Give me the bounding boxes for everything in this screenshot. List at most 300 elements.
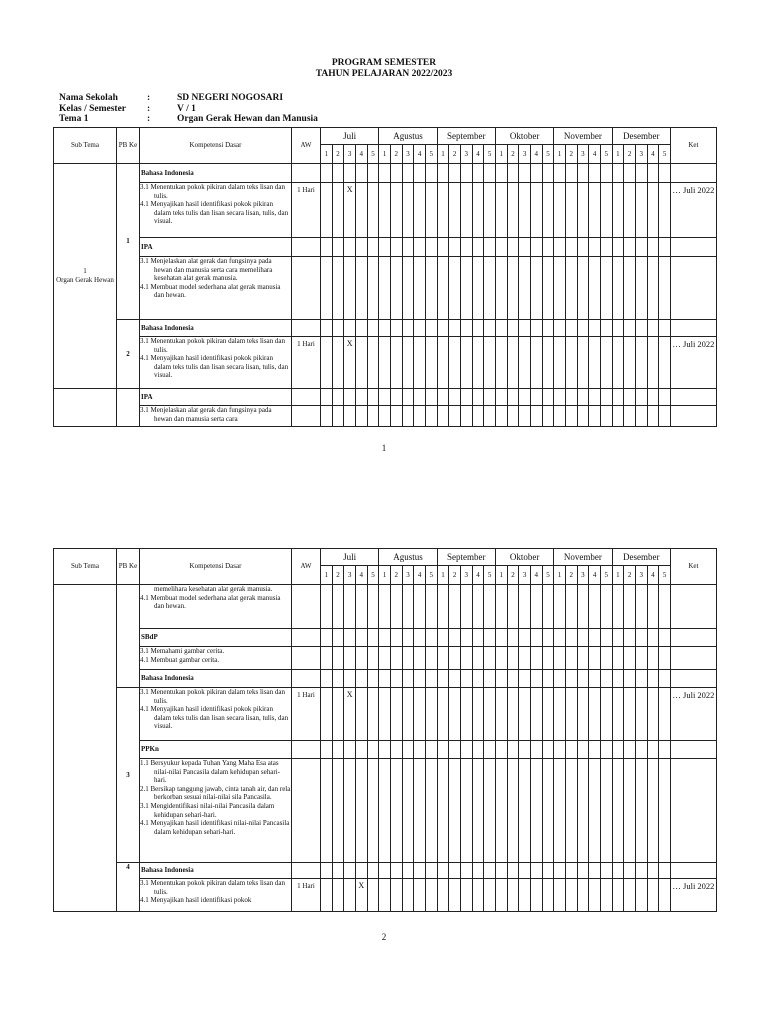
week-cell: [589, 337, 601, 389]
week-cell: [379, 759, 391, 863]
week-cell: [565, 863, 577, 879]
info-value: SD NEGERI NOGOSARI: [177, 93, 284, 103]
subject-label: IPA: [140, 389, 292, 406]
week-cell-marked: X: [344, 688, 356, 741]
week-cell: [635, 257, 647, 320]
week-cell: [647, 863, 659, 879]
week-cell: [355, 257, 367, 320]
week-cell: [530, 389, 542, 406]
week-cell: [332, 257, 344, 320]
week-cell: [519, 257, 531, 320]
week-cell: [437, 629, 449, 647]
week-cell: [414, 647, 426, 670]
week-cell: [414, 183, 426, 238]
header-week: 5: [542, 566, 554, 585]
week-cell: [414, 257, 426, 320]
week-cell: [659, 759, 671, 863]
week-cell: [367, 741, 379, 759]
week-cell: [507, 183, 519, 238]
week-cell: [367, 337, 379, 389]
week-cell: [542, 238, 554, 257]
week-cell: [542, 629, 554, 647]
header-week: 4: [530, 566, 542, 585]
week-cell: [589, 629, 601, 647]
week-cell: [332, 406, 344, 427]
week-cell: [554, 238, 566, 257]
week-cell: [379, 389, 391, 406]
kd-item: 4.1 Membuat model sederhana alat gerak manusia dan hewan.: [140, 593, 281, 611]
week-cell: [414, 389, 426, 406]
header-week: 3: [577, 145, 589, 164]
week-cell: [624, 389, 636, 406]
week-cell: [577, 183, 589, 238]
week-cell: [542, 688, 554, 741]
week-cell: [484, 647, 496, 670]
kd-cell: [140, 183, 292, 238]
aw-cell: [292, 647, 321, 670]
week-cell: [437, 406, 449, 427]
header-week: 3: [519, 566, 531, 585]
week-cell: [390, 389, 402, 406]
week-cell: [635, 164, 647, 183]
week-cell: [589, 257, 601, 320]
week-cell: [507, 759, 519, 863]
week-cell: [402, 759, 414, 863]
week-cell: [332, 164, 344, 183]
week-cell: [495, 688, 507, 741]
week-cell: [624, 647, 636, 670]
week-cell: [332, 759, 344, 863]
header-week: 3: [402, 566, 414, 585]
subject-label: IPA: [140, 238, 292, 257]
week-cell: [612, 389, 624, 406]
week-cell: [402, 183, 414, 238]
header-week: 4: [530, 145, 542, 164]
week-cell: [390, 629, 402, 647]
week-cell: [472, 257, 484, 320]
header-month: Oktober: [495, 128, 553, 145]
aw-cell: [292, 238, 321, 257]
week-cell: [600, 688, 612, 741]
week-cell: [425, 238, 437, 257]
week-cell: [507, 164, 519, 183]
week-cell: [495, 759, 507, 863]
week-cell: [379, 337, 391, 389]
week-cell: [484, 879, 496, 912]
week-cell: [612, 759, 624, 863]
week-cell: [449, 164, 461, 183]
school-info: [59, 93, 318, 125]
week-cell: [624, 257, 636, 320]
week-cell: [460, 585, 472, 629]
week-cell: [449, 337, 461, 389]
header-week: 1: [379, 145, 391, 164]
header-week: 5: [600, 566, 612, 585]
week-cell: [344, 164, 356, 183]
ket-cell: [670, 257, 716, 320]
week-cell: [600, 879, 612, 912]
header-week: 2: [624, 145, 636, 164]
week-cell: [624, 238, 636, 257]
week-cell: [519, 670, 531, 688]
week-cell: [414, 759, 426, 863]
week-cell: [344, 670, 356, 688]
page-number: 1: [381, 443, 387, 453]
header-week: 4: [355, 566, 367, 585]
pb-cell: 4: [117, 863, 140, 912]
week-cell: [519, 238, 531, 257]
week-cell: [332, 863, 344, 879]
header-week: 5: [600, 145, 612, 164]
week-cell: [530, 629, 542, 647]
kd-cell: [140, 879, 292, 912]
week-cell: [612, 183, 624, 238]
week-cell: [495, 257, 507, 320]
week-cell: [472, 585, 484, 629]
week-cell: [554, 257, 566, 320]
ket-cell: [670, 647, 716, 670]
week-cell: [321, 688, 333, 741]
week-cell: [507, 238, 519, 257]
week-cell: [437, 741, 449, 759]
week-cell: [484, 629, 496, 647]
week-cell: [390, 647, 402, 670]
week-cell: [659, 257, 671, 320]
page-number: 2: [381, 932, 387, 942]
aw-cell: [292, 406, 321, 427]
week-cell: [530, 183, 542, 238]
week-cell: [402, 688, 414, 741]
week-cell: [355, 183, 367, 238]
week-cell: [449, 629, 461, 647]
week-cell: [414, 337, 426, 389]
header-kompetensi-dasar: Kompetensi Dasar: [140, 549, 292, 585]
week-cell: [321, 741, 333, 759]
header-month: Desember: [612, 128, 670, 145]
week-cell: [472, 688, 484, 741]
week-cell: [437, 389, 449, 406]
aw-cell: [292, 741, 321, 759]
week-cell: [577, 585, 589, 629]
header-week: 1: [379, 566, 391, 585]
header-week: 3: [460, 566, 472, 585]
header-month: Agustus: [379, 549, 437, 566]
week-cell: [530, 879, 542, 912]
week-cell: [414, 688, 426, 741]
week-cell: [379, 879, 391, 912]
week-cell: [659, 879, 671, 912]
week-cell: [321, 406, 333, 427]
header-week: 1: [495, 145, 507, 164]
week-cell-marked: X: [355, 879, 367, 912]
week-cell: [355, 238, 367, 257]
header-week: 1: [612, 566, 624, 585]
week-cell: [321, 879, 333, 912]
week-cell: [565, 257, 577, 320]
aw-cell: 1 Hari: [292, 688, 321, 741]
info-label: Nama Sekolah: [59, 93, 118, 103]
week-cell: [659, 406, 671, 427]
week-cell: [635, 741, 647, 759]
week-cell: [507, 879, 519, 912]
week-cell: [542, 879, 554, 912]
week-cell: [449, 585, 461, 629]
week-cell: [600, 759, 612, 863]
sub-tema-cell: [54, 164, 117, 389]
week-cell: [484, 863, 496, 879]
header-week: 2: [449, 145, 461, 164]
info-label: Kelas / Semester: [59, 103, 127, 114]
week-cell: [484, 670, 496, 688]
header-week: 4: [414, 145, 426, 164]
week-cell: [589, 238, 601, 257]
week-cell: [554, 688, 566, 741]
pb-cell: [117, 389, 140, 427]
week-cell: [635, 863, 647, 879]
week-cell: [437, 670, 449, 688]
ket-cell: [670, 741, 716, 759]
subject-label: PPKn: [140, 741, 292, 759]
week-cell: [565, 879, 577, 912]
week-cell: [355, 759, 367, 863]
week-cell: [390, 688, 402, 741]
week-cell: [367, 406, 379, 427]
kd-item: 4.1 Menyajikan hasil identifikasi pokok pikiran dalam teks tulis dan lisan secara lisan, tulis, dan visual.: [140, 354, 289, 380]
week-cell: [624, 670, 636, 688]
week-cell: [612, 863, 624, 879]
week-cell: [390, 257, 402, 320]
week-cell: [530, 647, 542, 670]
week-cell: [577, 741, 589, 759]
subject-label: Bahasa Indonesia: [140, 670, 292, 688]
week-cell: [577, 629, 589, 647]
week-cell: [425, 863, 437, 879]
week-cell: [449, 863, 461, 879]
week-cell: [379, 629, 391, 647]
header-week: 1: [437, 566, 449, 585]
week-cell: [612, 257, 624, 320]
week-cell: [577, 759, 589, 863]
kd-cell: [140, 647, 292, 670]
header-week: 5: [542, 145, 554, 164]
week-cell: [647, 238, 659, 257]
week-cell: [635, 337, 647, 389]
info-row-school: [59, 93, 318, 104]
week-cell: [495, 670, 507, 688]
week-cell: [600, 337, 612, 389]
ket-cell: … Juli 2022: [670, 337, 716, 389]
week-cell: [367, 257, 379, 320]
header-week: 3: [344, 566, 356, 585]
week-cell: [390, 585, 402, 629]
pb-cell: 2: [117, 320, 140, 389]
week-cell: [367, 238, 379, 257]
week-cell: [425, 257, 437, 320]
week-cell: [321, 238, 333, 257]
week-cell: [507, 389, 519, 406]
aw-cell: [292, 164, 321, 183]
header-week: 1: [321, 566, 333, 585]
week-cell: [600, 183, 612, 238]
week-cell: [472, 164, 484, 183]
week-cell: [647, 164, 659, 183]
week-cell: [402, 629, 414, 647]
kd-item: 3.1 Menjelaskan alat gerak dan fungsinya pada hewan dan manusia serta cara memelihara kesehatan alat gerak manusia.: [140, 257, 273, 283]
week-cell: [600, 406, 612, 427]
aw-cell: 1 Hari: [292, 183, 321, 238]
week-cell: [402, 879, 414, 912]
week-cell: [390, 238, 402, 257]
sub-tema-cell: [54, 389, 117, 427]
kd-cell: [140, 257, 292, 320]
subject-label: SBdP: [140, 629, 292, 647]
week-cell: [472, 337, 484, 389]
kd-item: 2.1 Bersikap tanggung jawab, cinta tanah air, dan rela berkorban sesuai nilai-nilai sila Pancasila.: [140, 784, 291, 802]
week-cell: [589, 670, 601, 688]
info-row-class: [59, 104, 318, 115]
week-cell: [577, 879, 589, 912]
week-cell: [390, 406, 402, 427]
sub-tema-number: 1: [83, 267, 87, 276]
week-cell: [659, 629, 671, 647]
week-cell: [484, 238, 496, 257]
week-cell: [600, 741, 612, 759]
week-cell: [659, 238, 671, 257]
info-row-theme: [59, 114, 318, 125]
week-cell: [565, 741, 577, 759]
header-week: 2: [449, 566, 461, 585]
week-cell: [414, 320, 426, 337]
header-week: 3: [519, 145, 531, 164]
header-week: 1: [554, 145, 566, 164]
week-cell: [367, 389, 379, 406]
week-cell: [612, 688, 624, 741]
week-cell: [647, 183, 659, 238]
week-cell: [437, 759, 449, 863]
week-cell: [600, 629, 612, 647]
week-cell: [484, 320, 496, 337]
ket-cell: [670, 406, 716, 427]
week-cell: [530, 863, 542, 879]
week-cell: [530, 688, 542, 741]
week-cell: [449, 406, 461, 427]
subject-label: Bahasa Indonesia: [140, 164, 292, 183]
week-cell: [402, 647, 414, 670]
header-week: 5: [425, 566, 437, 585]
ket-cell: [670, 585, 716, 629]
week-cell: [554, 741, 566, 759]
kd-item: 3.1 Menjelaskan alat gerak dan fungsinya pada hewan dan manusia serta cara: [140, 406, 272, 423]
week-cell: [390, 879, 402, 912]
week-cell: [449, 741, 461, 759]
week-cell: [600, 389, 612, 406]
kd-cell: [140, 337, 292, 389]
kd-cell: [140, 406, 292, 427]
week-cell: [367, 164, 379, 183]
header-week: 2: [390, 145, 402, 164]
week-cell: [425, 759, 437, 863]
week-cell: [507, 406, 519, 427]
aw-cell: [292, 629, 321, 647]
aw-cell: [292, 257, 321, 320]
week-cell: [600, 670, 612, 688]
week-cell: [530, 585, 542, 629]
week-cell: [367, 688, 379, 741]
week-cell: [437, 183, 449, 238]
week-cell: [344, 741, 356, 759]
week-cell: [390, 183, 402, 238]
header-week: 1: [495, 566, 507, 585]
week-cell: [530, 257, 542, 320]
ket-cell: … Juli 2022: [670, 183, 716, 238]
week-cell: [589, 688, 601, 741]
kd-cell: [140, 688, 292, 741]
week-cell: [379, 863, 391, 879]
week-cell: [519, 320, 531, 337]
week-cell: [659, 585, 671, 629]
week-cell: [425, 585, 437, 629]
week-cell: [402, 257, 414, 320]
week-cell: [402, 337, 414, 389]
week-cell: [519, 406, 531, 427]
week-cell: [495, 406, 507, 427]
week-cell: [437, 164, 449, 183]
week-cell: [542, 670, 554, 688]
week-cell: [321, 647, 333, 670]
week-cell: [355, 863, 367, 879]
week-cell: [425, 183, 437, 238]
week-cell: [600, 164, 612, 183]
week-cell: [565, 183, 577, 238]
week-cell: [577, 337, 589, 389]
week-cell: [414, 406, 426, 427]
week-cell: [589, 164, 601, 183]
week-cell: [332, 238, 344, 257]
aw-cell: [292, 389, 321, 406]
week-cell: [530, 164, 542, 183]
header-month: September: [437, 549, 495, 566]
pb-cell: [117, 585, 140, 688]
kd-item: 3.1 Mengidentifikasi nilai-nilai Pancasila dalam kehidupan sehari-hari.: [140, 801, 275, 819]
week-cell: [635, 670, 647, 688]
kd-item: 4.1 Membuat gambar cerita.: [140, 655, 220, 664]
week-cell-marked: X: [344, 337, 356, 389]
week-cell: [484, 688, 496, 741]
ket-cell: [670, 759, 716, 863]
info-sep: :: [147, 103, 151, 114]
week-cell: [635, 879, 647, 912]
kd-item: 1.1 Bersyukur kepada Tuhan Yang Maha Esa atas nilai-nilai Pancasila dalam kehidupan sehari-hari.: [140, 759, 280, 785]
week-cell: [519, 879, 531, 912]
week-cell: [472, 238, 484, 257]
header-month: Juli: [321, 128, 379, 145]
week-cell: [379, 183, 391, 238]
header-week: 1: [321, 145, 333, 164]
week-cell: [542, 337, 554, 389]
week-cell: [624, 863, 636, 879]
week-cell: [530, 238, 542, 257]
week-cell: [425, 647, 437, 670]
header-week: 4: [647, 566, 659, 585]
week-cell: [367, 759, 379, 863]
header-week: 4: [355, 145, 367, 164]
week-cell: [449, 688, 461, 741]
week-cell: [321, 629, 333, 647]
week-cell: [612, 647, 624, 670]
week-cell: [565, 629, 577, 647]
ket-cell: … Juli 2022: [670, 688, 716, 741]
week-cell: [577, 238, 589, 257]
